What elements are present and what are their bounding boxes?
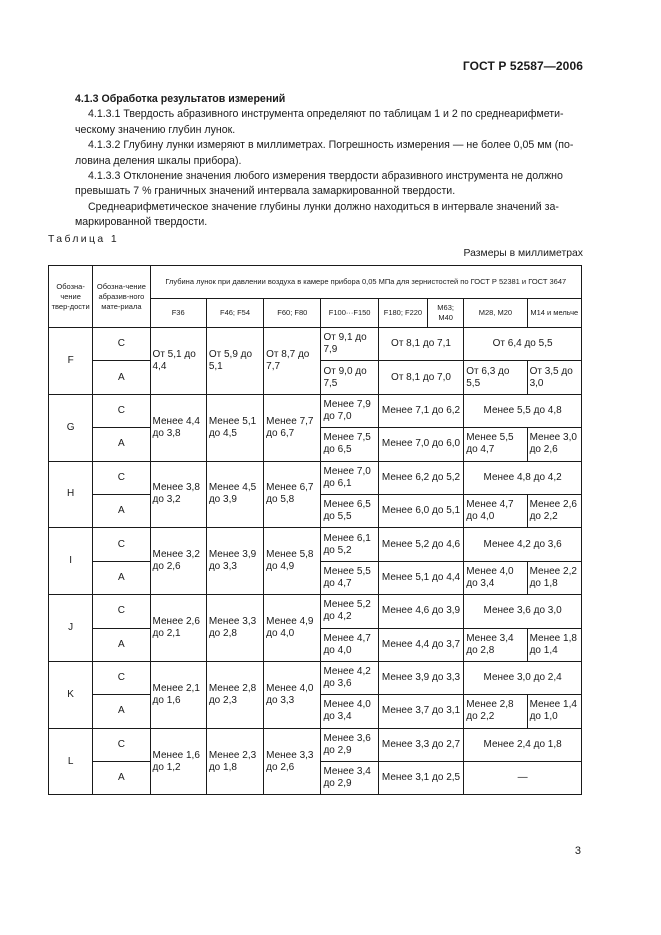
depth-cell: Менее 7,0 до 6,0	[378, 428, 463, 461]
paragraph-line: 4.1.3.3 Отклонение значения любого измерения твердости абразивного инструмента не должно	[88, 170, 563, 183]
depth-cell: От 6,3 до 5,5	[464, 361, 527, 394]
material-cell: A	[93, 628, 150, 661]
depth-cell: Менее 5,5 до 4,8	[464, 394, 582, 427]
depth-cell: Менее 3,7 до 3,1	[378, 695, 463, 728]
depth-cell: Менее 2,8 до 2,2	[464, 695, 527, 728]
header-grit: M28, M20	[464, 299, 527, 328]
grade-cell: G	[49, 394, 93, 461]
paragraph-line: маркированной твердости.	[75, 216, 208, 229]
paragraph-line: ловина деления шкалы прибора).	[75, 154, 242, 167]
depth-cell: Менее 5,1 до 4,5	[206, 394, 263, 461]
depth-cell: Менее 2,6 до 2,2	[527, 494, 581, 527]
table-row	[49, 328, 582, 361]
depth-cell: Менее 6,5 до 5,5	[321, 494, 378, 527]
depth-cell: От 9,1 до 7,9	[321, 328, 378, 361]
paragraph-line: ческому значению глубин лунок.	[75, 123, 236, 136]
depth-cell: Менее 3,8 до 3,2	[150, 461, 206, 528]
depth-cell: Менее 6,1 до 5,2	[321, 528, 378, 561]
section-heading: 4.1.3 Обработка результатов измерений	[75, 93, 286, 105]
depth-cell: Менее 3,9 до 3,3	[206, 528, 263, 595]
paragraph-line: Среднеарифметическое значение глубины лунки должно находиться в интервале значений за-	[88, 200, 559, 213]
grade-cell: L	[49, 728, 93, 795]
depth-cell: Менее 3,4 до 2,9	[321, 762, 378, 795]
material-cell: A	[93, 428, 150, 461]
depth-cell: Менее 7,5 до 6,5	[321, 428, 378, 461]
depth-cell: Менее 4,4 до 3,7	[378, 628, 463, 661]
depth-cell: Менее 2,2 до 1,8	[527, 561, 581, 594]
grade-cell: I	[49, 528, 93, 595]
grade-cell: H	[49, 461, 93, 528]
depth-cell: Менее 4,9 до 4,0	[264, 595, 321, 662]
depth-cell: Менее 3,1 до 2,5	[378, 762, 463, 795]
depth-cell: Менее 1,4 до 1,0	[527, 695, 581, 728]
table-units-note: Размеры в миллиметрах	[463, 248, 583, 259]
depth-cell: —	[464, 762, 582, 795]
header-grit: M14 и мельче	[527, 299, 581, 328]
depth-cell: От 6,4 до 5,5	[464, 328, 582, 361]
header-grade: Обозна-чение твер-дости	[49, 266, 93, 328]
depth-cell: Менее 5,5 до 4,7	[321, 561, 378, 594]
depth-cell: Менее 4,7 до 4,0	[321, 628, 378, 661]
depth-cell: Менее 4,6 до 3,9	[378, 595, 463, 628]
header-grit: F46; F54	[206, 299, 263, 328]
header-depth-group: Глубина лунок при давлении воздуха в камере прибора 0,05 МПа для зернистостей по ГОСТ Р 52381 и ГОСТ 3647	[150, 266, 581, 299]
material-cell: A	[93, 695, 150, 728]
grade-cell: J	[49, 595, 93, 662]
depth-cell: Менее 2,1 до 1,6	[150, 661, 206, 728]
header-grit: F36	[150, 299, 206, 328]
depth-cell: От 8,7 до 7,7	[264, 328, 321, 395]
material-cell: C	[93, 394, 150, 427]
depth-cell: Менее 2,4 до 1,8	[464, 728, 582, 761]
grade-cell: F	[49, 328, 93, 395]
depth-cell: Менее 6,0 до 5,1	[378, 494, 463, 527]
depth-cell: Менее 7,0 до 6,1	[321, 461, 378, 494]
material-cell: C	[93, 728, 150, 761]
depth-cell: Менее 3,0 до 2,6	[527, 428, 581, 461]
page-number: 3	[574, 845, 581, 857]
depth-cell: Менее 3,3 до 2,6	[264, 728, 321, 795]
depth-cell: От 8,1 до 7,1	[378, 328, 463, 361]
depth-cell: Менее 1,8 до 1,4	[527, 628, 581, 661]
table-row	[49, 595, 582, 628]
depth-cell: Менее 4,8 до 4,2	[464, 461, 582, 494]
header-grit: M63; M40	[428, 299, 464, 328]
material-cell: A	[93, 494, 150, 527]
table-title: Таблица 1	[48, 234, 120, 245]
depth-cell: Менее 6,7 до 5,8	[264, 461, 321, 528]
depth-cell: От 5,9 до 5,1	[206, 328, 263, 395]
material-cell: C	[93, 528, 150, 561]
depth-cell: Менее 3,3 до 2,8	[206, 595, 263, 662]
depth-cell: От 3,5 до 3,0	[527, 361, 581, 394]
depth-cell: Менее 5,5 до 4,7	[464, 428, 527, 461]
depth-cell: Менее 2,8 до 2,3	[206, 661, 263, 728]
depth-cell: Менее 3,6 до 2,9	[321, 728, 378, 761]
paragraph-line: 4.1.3.1 Твердость абразивного инструмента определяют по таблицам 1 и 2 по среднеарифмети-	[88, 108, 564, 121]
depth-cell: Менее 4,0 до 3,4	[464, 561, 527, 594]
depth-cell: Менее 4,5 до 3,9	[206, 461, 263, 528]
depth-cell: Менее 3,3 до 2,7	[378, 728, 463, 761]
depth-cell: От 5,1 до 4,4	[150, 328, 206, 395]
material-cell: C	[93, 595, 150, 628]
material-cell: A	[93, 762, 150, 795]
depth-cell: Менее 1,6 до 1,2	[150, 728, 206, 795]
depth-cell: Менее 6,2 до 5,2	[378, 461, 463, 494]
depth-cell: Менее 4,0 до 3,3	[264, 661, 321, 728]
depth-cell: Менее 5,2 до 4,2	[321, 595, 378, 628]
paragraph-line: 4.1.3.2 Глубину лунки измеряют в миллиметрах. Погрешность измерения — не более 0,05 мм (по-	[88, 139, 574, 152]
depth-cell: Менее 2,6 до 2,1	[150, 595, 206, 662]
depth-cell: Менее 5,1 до 4,4	[378, 561, 463, 594]
material-cell: C	[93, 461, 150, 494]
material-cell: A	[93, 361, 150, 394]
header-grit: F100···F150	[321, 299, 378, 328]
header-grit: F60; F80	[264, 299, 321, 328]
table-row	[49, 528, 582, 561]
depth-cell: Менее 3,4 до 2,8	[464, 628, 527, 661]
depth-cell: Менее 5,2 до 4,6	[378, 528, 463, 561]
depth-cell: Менее 4,7 до 4,0	[464, 494, 527, 527]
header-grit: F180; F220	[378, 299, 427, 328]
depth-cell: Менее 4,2 до 3,6	[464, 528, 582, 561]
depth-cell: Менее 5,8 до 4,9	[264, 528, 321, 595]
material-cell: C	[93, 661, 150, 694]
paragraph-line: превышать 7 % граничных значений интервала замаркированной твердости.	[75, 185, 456, 198]
header-material: Обозна-чение абразив-ного мате-риала	[93, 266, 150, 328]
depth-cell: Менее 3,6 до 3,0	[464, 595, 582, 628]
depth-cell: От 9,0 до 7,5	[321, 361, 378, 394]
material-cell: A	[93, 561, 150, 594]
grade-cell: K	[49, 661, 93, 728]
table-row	[49, 661, 582, 694]
depth-cell: Менее 7,1 до 6,2	[378, 394, 463, 427]
depth-cell: Менее 7,9 до 7,0	[321, 394, 378, 427]
table-row	[49, 728, 582, 761]
material-cell: C	[93, 328, 150, 361]
depth-cell: Менее 3,9 до 3,3	[378, 661, 463, 694]
depth-cell: От 8,1 до 7,0	[378, 361, 463, 394]
hardness-table	[48, 265, 582, 795]
depth-cell: Менее 3,2 до 2,6	[150, 528, 206, 595]
depth-cell: Менее 4,4 до 3,8	[150, 394, 206, 461]
depth-cell: Менее 4,0 до 3,4	[321, 695, 378, 728]
document-code: ГОСТ Р 52587—2006	[462, 59, 583, 73]
section-4-1-3	[75, 92, 583, 231]
depth-cell: Менее 2,3 до 1,8	[206, 728, 263, 795]
depth-cell: Менее 3,0 до 2,4	[464, 661, 582, 694]
table-row	[49, 394, 582, 427]
depth-cell: Менее 4,2 до 3,6	[321, 661, 378, 694]
table-row	[49, 461, 582, 494]
depth-cell: Менее 7,7 до 6,7	[264, 394, 321, 461]
